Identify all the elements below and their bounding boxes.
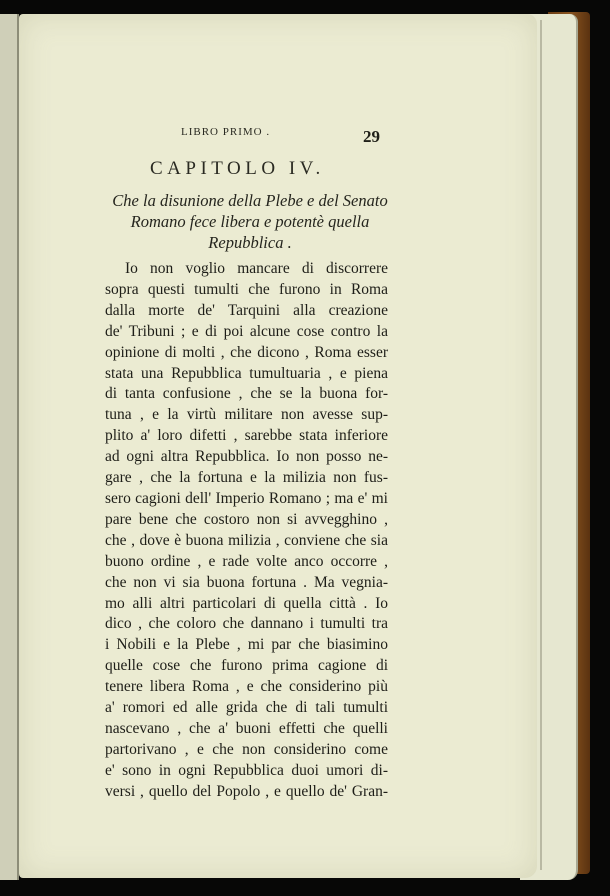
body-line: tuna , e la virtù militare non avesse sup-	[105, 406, 388, 424]
body-line: Io non voglio mancare di discorrere	[125, 260, 388, 277]
body-line: a' romori ed alle grida che di tali tumulti	[105, 699, 388, 717]
chapter-subtitle	[100, 190, 400, 253]
body-line: quelle cose che furono prima cagione di	[105, 657, 388, 675]
subtitle-line: Repubblica .	[208, 233, 292, 252]
body-line: buono ordine , e rade volte anco occorre ,	[105, 552, 388, 570]
body-line: che non vi sia buona fortuna . Ma vegnia-	[105, 573, 388, 591]
body-line: che , dove è buona milizia , conviene che sia	[105, 531, 388, 549]
body-line: gare , che la fortuna e la milizia non fus-	[105, 469, 388, 487]
body-line: opinione di molti , che dicono , Roma esser	[105, 343, 388, 361]
body-line: di tanta confusione , che se la buona for-	[105, 385, 388, 403]
body-line: nascevano , che a' buoni effetti che quelli	[105, 719, 388, 737]
body-line: pare bene che costoro non si avvegghino ,	[105, 510, 388, 528]
page-number: 29	[363, 127, 380, 146]
body-line: stata una Repubblica tumultuaria , e piena	[105, 364, 388, 382]
body-line: dalla morte de' Tarquini alla creazione	[105, 301, 388, 319]
body-line: partorivano , e che non considerino come	[105, 740, 388, 758]
page-stack-edge	[540, 20, 542, 870]
running-title: LIBRO PRIMO .	[181, 126, 271, 138]
subtitle-line: Romano fece libera e potentè quella	[130, 212, 370, 231]
chapter-title: CAPITOLO IV.	[150, 158, 325, 179]
body-line: de' Tribuni ; e di poi alcune cose contro la	[105, 322, 388, 340]
body-text	[105, 259, 388, 803]
body-line: plito a' loro difetti , sarebbe stata inferiore	[105, 427, 388, 445]
body-line: mo alli altri particolari di quella città . Io	[105, 594, 388, 612]
body-line: sero cagioni dell' Imperio Romano ; ma e' mi	[105, 489, 388, 507]
body-line: e' sono in ogni Repubblica duoi umori di-	[105, 761, 388, 779]
body-line: versi , quello del Popolo , e quello de' Gran-	[105, 782, 388, 800]
body-line: dico , che coloro che dannano i tumulti tra	[105, 615, 388, 633]
body-line: tenere libera Roma , e che considerino più	[105, 678, 388, 696]
body-line: i Nobili e la Plebe , mi par che biasimino	[105, 636, 388, 654]
body-line: sopra questi tumulti che furono in Roma	[105, 280, 388, 298]
body-line: ad ogni altra Repubblica. Io non posso ne-	[105, 448, 388, 466]
subtitle-line: Che la disunione della Plebe e del Senato	[112, 191, 388, 210]
left-page-edge	[0, 14, 19, 880]
